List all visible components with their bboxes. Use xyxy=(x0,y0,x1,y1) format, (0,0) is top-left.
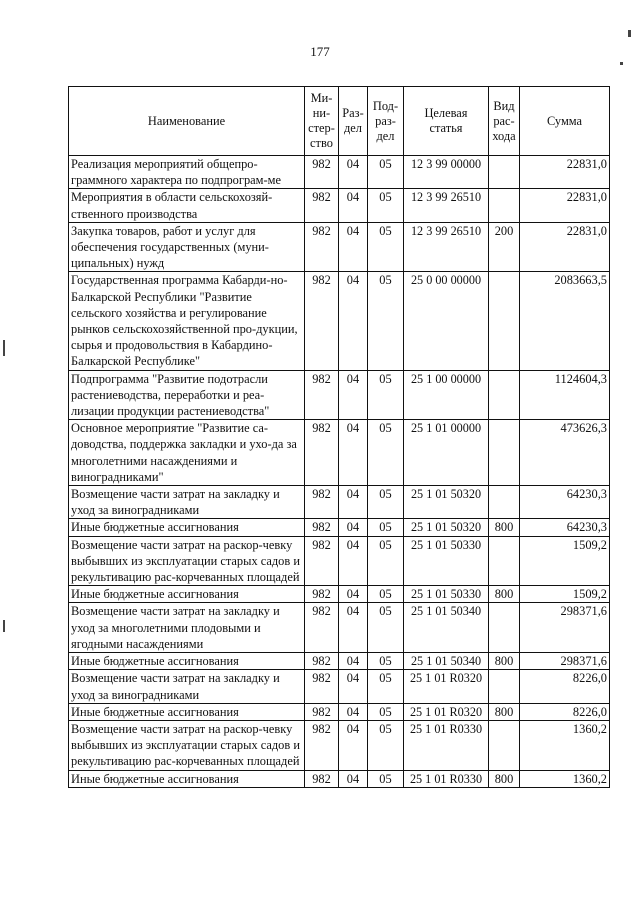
table-row xyxy=(69,420,610,486)
cell-subsection: 05 xyxy=(368,770,404,787)
cell-section: 04 xyxy=(339,156,368,189)
cell-section: 04 xyxy=(339,420,368,486)
cell-expense-type xyxy=(489,420,520,486)
cell-ministry: 982 xyxy=(305,519,339,536)
cell-ministry: 982 xyxy=(305,653,339,670)
cell-expense-type: 800 xyxy=(489,519,520,536)
header-target: Целевая статья xyxy=(404,87,489,156)
cell-target: 12 3 99 00000 xyxy=(404,156,489,189)
cell-target: 25 1 01 R0320 xyxy=(404,670,489,703)
cell-amount: 1509,2 xyxy=(520,536,610,586)
table-body xyxy=(69,156,610,788)
cell-subsection: 05 xyxy=(368,222,404,272)
table-row xyxy=(69,486,610,519)
cell-subsection: 05 xyxy=(368,670,404,703)
cell-ministry: 982 xyxy=(305,222,339,272)
cell-section: 04 xyxy=(339,703,368,720)
cell-section: 04 xyxy=(339,189,368,222)
cell-name: Мероприятия в области сельскохозяй-ственного производства xyxy=(69,189,305,222)
cell-amount: 1124604,3 xyxy=(520,370,610,420)
scan-mark-left-1 xyxy=(3,340,5,356)
cell-amount: 64230,3 xyxy=(520,519,610,536)
table-row xyxy=(69,222,610,272)
cell-subsection: 05 xyxy=(368,720,404,770)
page-number: 177 xyxy=(310,44,330,59)
cell-name: Государственная программа Кабарди-но-Балкарской Республики "Развитие сельского хозяйства и регулирование рынков сельскохозяйственной про-дукции, сырья и продовольствия в Кабардино-Балкарской Республике" xyxy=(69,272,305,370)
table-row xyxy=(69,653,610,670)
cell-expense-type xyxy=(489,536,520,586)
cell-amount: 2083663,5 xyxy=(520,272,610,370)
cell-target: 25 1 01 50340 xyxy=(404,603,489,653)
cell-target: 25 1 01 R0320 xyxy=(404,703,489,720)
cell-name: Иные бюджетные ассигнования xyxy=(69,519,305,536)
cell-ministry: 982 xyxy=(305,370,339,420)
cell-name: Иные бюджетные ассигнования xyxy=(69,653,305,670)
cell-target: 25 1 01 50330 xyxy=(404,536,489,586)
cell-target: 25 1 01 00000 xyxy=(404,420,489,486)
scan-mark-left-2 xyxy=(3,620,5,632)
cell-target: 25 1 01 50340 xyxy=(404,653,489,670)
table-row xyxy=(69,703,610,720)
cell-ministry: 982 xyxy=(305,420,339,486)
cell-amount: 1509,2 xyxy=(520,586,610,603)
cell-ministry: 982 xyxy=(305,272,339,370)
header-expense-type: Вид рас- хода xyxy=(489,87,520,156)
table-row xyxy=(69,156,610,189)
cell-subsection: 05 xyxy=(368,189,404,222)
table-row xyxy=(69,720,610,770)
cell-subsection: 05 xyxy=(368,536,404,586)
cell-expense-type: 800 xyxy=(489,586,520,603)
cell-section: 04 xyxy=(339,653,368,670)
header-ministry: Ми- ни- стер- ство xyxy=(305,87,339,156)
scan-mark-right-1 xyxy=(628,30,631,37)
cell-expense-type xyxy=(489,189,520,222)
cell-subsection: 05 xyxy=(368,586,404,603)
table-row xyxy=(69,536,610,586)
table-row xyxy=(69,189,610,222)
cell-target: 25 1 01 R0330 xyxy=(404,770,489,787)
cell-amount: 8226,0 xyxy=(520,670,610,703)
cell-ministry: 982 xyxy=(305,189,339,222)
header-subsection: Под- раз- дел xyxy=(368,87,404,156)
cell-amount: 473626,3 xyxy=(520,420,610,486)
cell-subsection: 05 xyxy=(368,420,404,486)
cell-expense-type xyxy=(489,720,520,770)
cell-subsection: 05 xyxy=(368,519,404,536)
cell-ministry: 982 xyxy=(305,156,339,189)
cell-section: 04 xyxy=(339,486,368,519)
cell-amount: 1360,2 xyxy=(520,720,610,770)
cell-section: 04 xyxy=(339,370,368,420)
cell-expense-type xyxy=(489,272,520,370)
cell-target: 12 3 99 26510 xyxy=(404,222,489,272)
cell-section: 04 xyxy=(339,586,368,603)
cell-section: 04 xyxy=(339,536,368,586)
cell-name: Возмещение части затрат на закладку и уход за виноградниками xyxy=(69,670,305,703)
cell-target: 25 1 01 R0330 xyxy=(404,720,489,770)
cell-expense-type: 800 xyxy=(489,770,520,787)
scan-mark-right-2 xyxy=(620,62,623,65)
cell-ministry: 982 xyxy=(305,586,339,603)
cell-subsection: 05 xyxy=(368,703,404,720)
cell-name: Иные бюджетные ассигнования xyxy=(69,586,305,603)
table-row xyxy=(69,370,610,420)
cell-ministry: 982 xyxy=(305,603,339,653)
table-row xyxy=(69,670,610,703)
header-section: Раз- дел xyxy=(339,87,368,156)
cell-name: Иные бюджетные ассигнования xyxy=(69,703,305,720)
header-name: Наименование xyxy=(69,87,305,156)
cell-expense-type xyxy=(489,486,520,519)
cell-amount: 64230,3 xyxy=(520,486,610,519)
cell-amount: 22831,0 xyxy=(520,156,610,189)
cell-expense-type xyxy=(489,603,520,653)
cell-ministry: 982 xyxy=(305,770,339,787)
table-row xyxy=(69,603,610,653)
cell-target: 25 1 01 50330 xyxy=(404,586,489,603)
cell-amount: 22831,0 xyxy=(520,222,610,272)
table-row xyxy=(69,770,610,787)
cell-subsection: 05 xyxy=(368,603,404,653)
cell-section: 04 xyxy=(339,272,368,370)
cell-section: 04 xyxy=(339,222,368,272)
cell-amount: 298371,6 xyxy=(520,653,610,670)
cell-section: 04 xyxy=(339,519,368,536)
cell-subsection: 05 xyxy=(368,653,404,670)
cell-section: 04 xyxy=(339,770,368,787)
cell-section: 04 xyxy=(339,720,368,770)
cell-expense-type: 800 xyxy=(489,703,520,720)
cell-ministry: 982 xyxy=(305,670,339,703)
cell-name: Возмещение части затрат на закладку и уход за виноградниками xyxy=(69,486,305,519)
cell-expense-type xyxy=(489,370,520,420)
cell-ministry: 982 xyxy=(305,536,339,586)
cell-name: Реализация мероприятий общепро-граммного характера по подпрограм-ме xyxy=(69,156,305,189)
cell-ministry: 982 xyxy=(305,703,339,720)
cell-name: Возмещение части затрат на закладку и уход за многолетними плодовыми и ягодными насаждениями xyxy=(69,603,305,653)
cell-subsection: 05 xyxy=(368,156,404,189)
cell-target: 25 1 01 50320 xyxy=(404,519,489,536)
cell-section: 04 xyxy=(339,603,368,653)
table-header-row xyxy=(69,87,610,156)
cell-name: Возмещение части затрат на раскор-чевку выбывших из эксплуатации старых садов и рекультивацию рас-корчеванных площадей xyxy=(69,536,305,586)
cell-expense-type: 800 xyxy=(489,653,520,670)
cell-target: 25 0 00 00000 xyxy=(404,272,489,370)
cell-ministry: 982 xyxy=(305,486,339,519)
cell-amount: 1360,2 xyxy=(520,770,610,787)
cell-subsection: 05 xyxy=(368,370,404,420)
cell-subsection: 05 xyxy=(368,272,404,370)
cell-name: Подпрограмма "Развитие подотрасли растениеводства, переработки и реа-лизации продукции растениеводства" xyxy=(69,370,305,420)
cell-name: Основное мероприятие "Развитие са-доводства, поддержка закладки и ухо-да за многолетними насаждениями и виноградниками" xyxy=(69,420,305,486)
cell-target: 25 1 01 50320 xyxy=(404,486,489,519)
table-row xyxy=(69,519,610,536)
cell-amount: 298371,6 xyxy=(520,603,610,653)
cell-name: Закупка товаров, работ и услуг для обеспечения государственных (муни-ципальных) нужд xyxy=(69,222,305,272)
cell-section: 04 xyxy=(339,670,368,703)
cell-name: Возмещение части затрат на раскор-чевку выбывших из эксплуатации старых садов и рекультивацию рас-корчеванных площадей xyxy=(69,720,305,770)
cell-subsection: 05 xyxy=(368,486,404,519)
cell-ministry: 982 xyxy=(305,720,339,770)
cell-expense-type xyxy=(489,670,520,703)
table-row xyxy=(69,272,610,370)
cell-target: 12 3 99 26510 xyxy=(404,189,489,222)
cell-expense-type xyxy=(489,156,520,189)
budget-table xyxy=(68,86,610,788)
cell-amount: 8226,0 xyxy=(520,703,610,720)
cell-target: 25 1 00 00000 xyxy=(404,370,489,420)
cell-name: Иные бюджетные ассигнования xyxy=(69,770,305,787)
header-amount: Сумма xyxy=(520,87,610,156)
cell-amount: 22831,0 xyxy=(520,189,610,222)
cell-expense-type: 200 xyxy=(489,222,520,272)
table-row xyxy=(69,586,610,603)
